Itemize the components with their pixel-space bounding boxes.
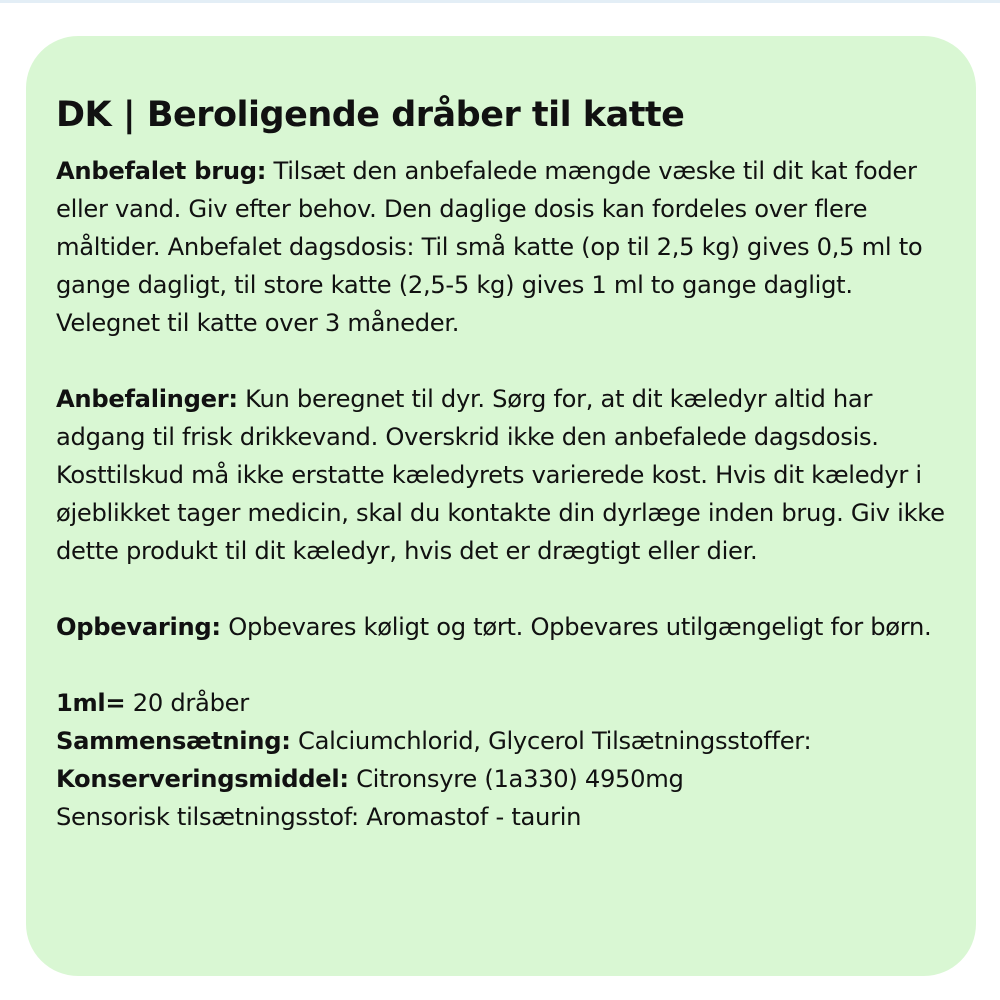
dose-label: 1ml= — [56, 689, 126, 717]
preservative-line — [56, 760, 946, 798]
section-spacer — [56, 342, 946, 380]
recommendations-text: Kun beregnet til dyr. Sørg for, at dit kæledyr altid har adgang til frisk drikkevand. Overskrid ikke den anbefalede dagsdosis. Kosttilskud må ikke erstatte kæledyrets varierede kost. Hvis dit kæledyr i øjeblikket tager medicin, skal du kontakte din dyrlæge inden brug. Giv ikke dette produkt til dit kæledyr, hvis det er drægtigt eller dier. — [56, 385, 945, 565]
dose-text: 20 dråber — [125, 689, 249, 717]
preservative-label: Konserveringsmiddel: — [56, 765, 349, 793]
product-info-card — [26, 36, 976, 976]
dose-line — [56, 684, 946, 722]
recommendations-label: Anbefalinger: — [56, 385, 238, 413]
section-spacer — [56, 570, 946, 608]
usage-text: Tilsæt den anbefalede mængde væske til dit kat foder eller vand. Giv efter behov. Den daglige dosis kan fordeles over flere måltider. Anbefalet dagsdosis: Til små katte (op til 2,5 kg) gives 0,5 ml to gange dagligt, til store katte (2,5-5 kg) gives 1 ml to gange dagligt. Velegnet til katte over 3 måneder. — [56, 157, 923, 337]
storage-text: Opbevares køligt og tørt. Opbevares utilgængeligt for børn. — [220, 613, 932, 641]
preservative-text: Citronsyre (1a330) 4950mg — [348, 765, 684, 793]
composition-label: Sammensætning: — [56, 727, 291, 755]
storage-paragraph — [56, 608, 946, 646]
section-spacer — [56, 646, 946, 684]
top-divider — [0, 0, 1000, 3]
storage-label: Opbevaring: — [56, 613, 221, 641]
sensory-line: Sensorisk tilsætningsstof: Aromastof - taurin — [56, 803, 582, 831]
recommendations-paragraph — [56, 380, 946, 570]
usage-label: Anbefalet brug: — [56, 157, 267, 185]
composition-text: Calciumchlorid, Glycerol Tilsætningsstoffer: — [290, 727, 812, 755]
page-title: DK | Beroligende dråber til katte — [56, 95, 685, 135]
usage-paragraph — [56, 152, 946, 342]
composition-line — [56, 722, 946, 760]
